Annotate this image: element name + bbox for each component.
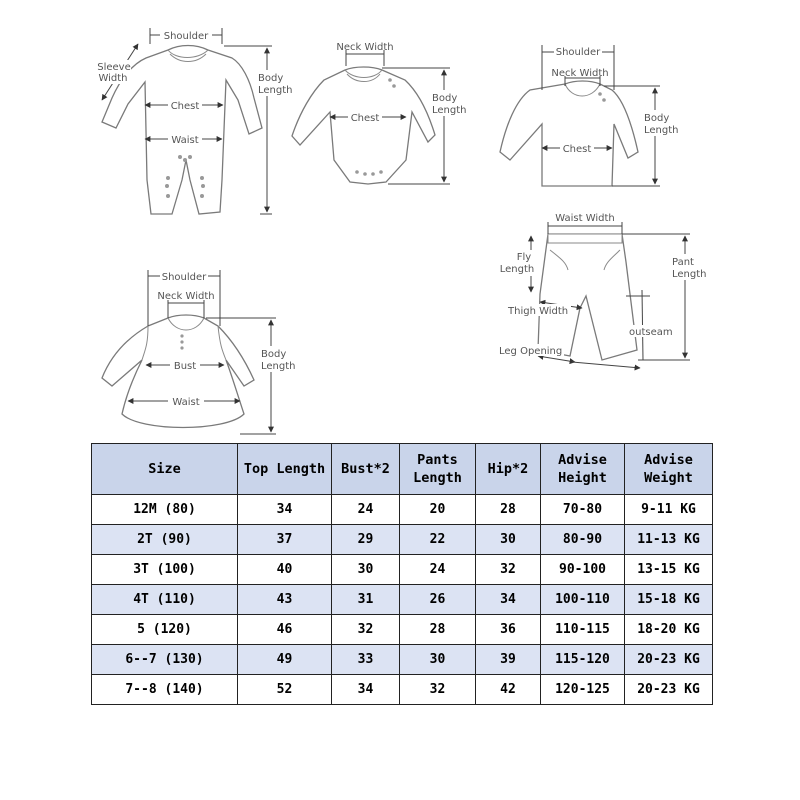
size-chart-table — [91, 443, 713, 705]
bodysuit-body-label: Body — [432, 93, 458, 104]
cell-weight: 15-18 KG — [625, 585, 713, 615]
top-diagram — [500, 45, 680, 186]
cell-size: 3T (100) — [92, 555, 238, 585]
cell-top-length: 40 — [238, 555, 332, 585]
pants-pant-label: Pant — [672, 257, 694, 268]
cell-weight: 13-15 KG — [625, 555, 713, 585]
cell-hip: 32 — [476, 555, 541, 585]
romper-body-label-2: Length — [258, 85, 293, 96]
pants-outseam-label: outseam — [629, 327, 673, 338]
table-row — [92, 645, 713, 675]
cell-hip: 39 — [476, 645, 541, 675]
bodysuit-neck-label: Neck Width — [336, 42, 394, 53]
cell-height: 100-110 — [541, 585, 625, 615]
dress-diagram — [102, 269, 298, 434]
cell-hip: 28 — [476, 495, 541, 525]
cell-weight: 20-23 KG — [625, 645, 713, 675]
cell-pants-length: 30 — [400, 645, 476, 675]
pants-diagram — [498, 213, 710, 368]
cell-hip: 42 — [476, 675, 541, 705]
dress-shoulder-label: Shoulder — [161, 272, 207, 283]
romper-waist-label: Waist — [171, 135, 199, 146]
table-row — [92, 585, 713, 615]
romper-diagram — [95, 28, 293, 214]
dress-neck-label: Neck Width — [157, 291, 215, 302]
pants-waist-label: Waist Width — [555, 213, 615, 224]
cell-pants-length: 28 — [400, 615, 476, 645]
table-row — [92, 525, 713, 555]
cell-size: 12M (80) — [92, 495, 238, 525]
header-top-length: Top Length — [238, 444, 332, 495]
cell-hip: 30 — [476, 525, 541, 555]
cell-pants-length: 24 — [400, 555, 476, 585]
pants-leg-label: Leg Opening — [499, 346, 563, 357]
cell-top-length: 52 — [238, 675, 332, 705]
cell-bust: 24 — [332, 495, 400, 525]
cell-weight: 9-11 KG — [625, 495, 713, 525]
top-chest-label: Chest — [562, 144, 592, 155]
cell-height: 120-125 — [541, 675, 625, 705]
cell-weight: 11-13 KG — [625, 525, 713, 555]
header-pants-length: Pants Length — [400, 444, 476, 495]
cell-height: 70-80 — [541, 495, 625, 525]
romper-sleeve-label-2: Width — [98, 73, 128, 84]
table-row — [92, 555, 713, 585]
header-bust: Bust*2 — [332, 444, 400, 495]
header-advise-height: Advise Height — [541, 444, 625, 495]
table-row — [92, 675, 713, 705]
cell-pants-length: 20 — [400, 495, 476, 525]
cell-size: 5 (120) — [92, 615, 238, 645]
pants-fly-label: Fly — [516, 252, 532, 263]
top-body-label-2: Length — [644, 125, 679, 136]
cell-pants-length: 32 — [400, 675, 476, 705]
cell-top-length: 37 — [238, 525, 332, 555]
cell-pants-length: 26 — [400, 585, 476, 615]
table-row — [92, 495, 713, 525]
table-row — [92, 615, 713, 645]
cell-height: 80-90 — [541, 525, 625, 555]
cell-weight: 18-20 KG — [625, 615, 713, 645]
cell-size: 6--7 (130) — [92, 645, 238, 675]
cell-height: 110-115 — [541, 615, 625, 645]
cell-hip: 36 — [476, 615, 541, 645]
top-body-label: Body — [644, 113, 670, 124]
cell-bust: 32 — [332, 615, 400, 645]
cell-bust: 30 — [332, 555, 400, 585]
cell-hip: 34 — [476, 585, 541, 615]
cell-top-length: 46 — [238, 615, 332, 645]
header-advise-weight: Advise Weight — [625, 444, 713, 495]
cell-height: 90-100 — [541, 555, 625, 585]
pants-fly-label-2: Length — [499, 264, 535, 275]
dress-waist-label: Waist — [172, 397, 200, 408]
bodysuit-chest-label: Chest — [350, 113, 380, 124]
header-size: Size — [92, 444, 238, 495]
top-neck-label: Neck Width — [551, 68, 609, 79]
cell-height: 115-120 — [541, 645, 625, 675]
header-hip: Hip*2 — [476, 444, 541, 495]
dress-body-label-2: Length — [261, 361, 296, 372]
cell-bust: 34 — [332, 675, 400, 705]
table-header-row — [92, 444, 713, 495]
cell-size: 2T (90) — [92, 525, 238, 555]
cell-weight: 20-23 KG — [625, 675, 713, 705]
cell-top-length: 49 — [238, 645, 332, 675]
cell-pants-length: 22 — [400, 525, 476, 555]
pants-thigh-label: Thigh Width — [508, 306, 569, 317]
cell-bust: 29 — [332, 525, 400, 555]
romper-shoulder-label: Shoulder — [163, 31, 209, 42]
romper-sleeve-label: Sleeve — [97, 62, 131, 73]
romper-chest-label: Chest — [170, 101, 200, 112]
dress-body-label: Body — [261, 349, 287, 360]
cell-bust: 31 — [332, 585, 400, 615]
pants-pant-label-2: Length — [672, 269, 707, 280]
cell-size: 4T (110) — [92, 585, 238, 615]
dress-bust-label: Bust — [173, 361, 197, 372]
cell-top-length: 34 — [238, 495, 332, 525]
bodysuit-diagram — [292, 42, 470, 184]
cell-bust: 33 — [332, 645, 400, 675]
cell-size: 7--8 (140) — [92, 675, 238, 705]
cell-top-length: 43 — [238, 585, 332, 615]
romper-body-label: Body — [258, 73, 284, 84]
top-shoulder-label: Shoulder — [555, 47, 601, 58]
bodysuit-body-label-2: Length — [432, 105, 467, 116]
